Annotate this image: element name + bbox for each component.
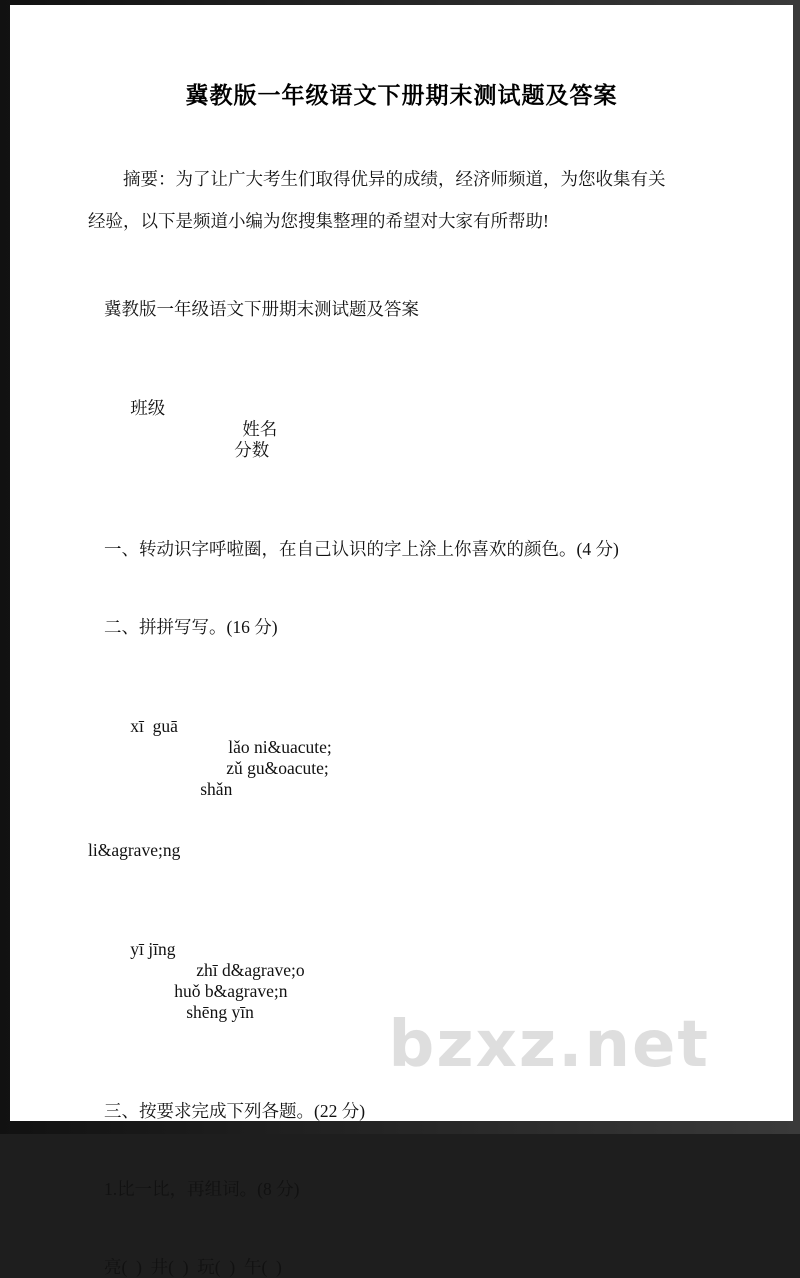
- question-1: 一、转动识字呼啦圈，在自己认识的字上涂上你喜欢的颜色。(4 分): [104, 539, 619, 559]
- word-compare-line: 亮( ) 井( ) 玩( ) 午( ): [104, 1257, 282, 1277]
- pinyin-item: huǒ b&agrave;n: [174, 981, 288, 1001]
- pinyin-row-1: [88, 695, 715, 821]
- question-3: 三、按要求完成下列各题。(22 分): [104, 1101, 366, 1121]
- pinyin-item: lǎo ni&uacute;: [228, 737, 332, 757]
- field-class-label: 班级: [130, 398, 166, 418]
- document-subtitle: 冀教版一年级语文下册期末测试题及答案: [104, 299, 419, 319]
- document-page: [10, 5, 793, 1277]
- pinyin-item: zǔ gu&oacute;: [226, 758, 329, 778]
- question-3-sub-1: 1.比一比，再组词。(8 分): [104, 1179, 300, 1199]
- field-score-label: 分数: [234, 440, 270, 460]
- pinyin-item: zhī d&agrave;o: [196, 960, 305, 980]
- pinyin-item: yī jīng: [130, 939, 176, 959]
- watermark: bzxz.net: [388, 1008, 710, 1082]
- fields-row: [88, 377, 715, 482]
- pinyin-item: shēng yīn: [186, 1002, 254, 1022]
- abstract-line-1: 摘要：为了让广大考生们取得优异的成绩，经济师频道，为您收集有关: [123, 169, 666, 189]
- pinyin-item: xī guā: [130, 716, 178, 736]
- field-name-label: 姓名: [242, 419, 278, 439]
- question-2: 二、拼拼写写。(16 分): [104, 617, 278, 637]
- abstract-line-2: 经验，以下是频道小编为您搜集整理的希望对大家有所帮助!: [88, 211, 549, 231]
- pinyin-row-1-wrap: li&agrave;ng: [88, 840, 181, 860]
- document-title: 冀教版一年级语文下册期末测试题及答案: [185, 82, 618, 108]
- pinyin-item: shǎn: [200, 779, 233, 799]
